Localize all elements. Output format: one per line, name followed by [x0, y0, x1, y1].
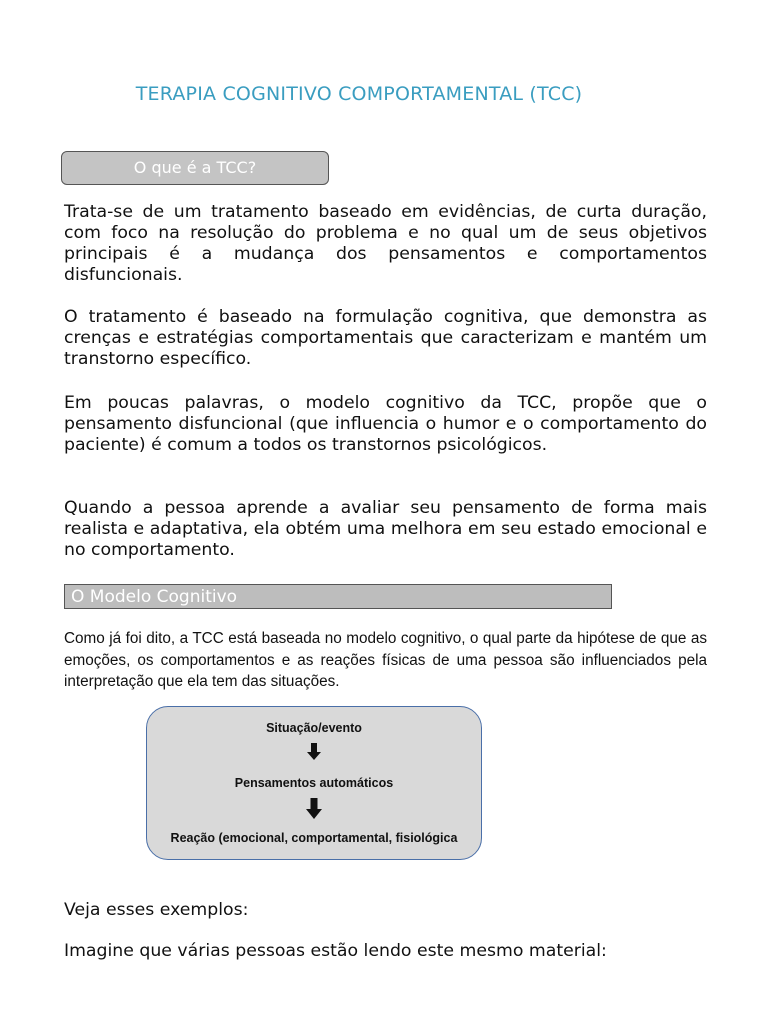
examples-prompt: Imagine que várias pessoas estão lendo este mesmo material:: [64, 941, 607, 961]
cognitive-model-diagram: [146, 706, 482, 860]
paragraph-4: Quando a pessoa aprende a avaliar seu pensamento de forma mais realista e adaptativa, ela obtém uma melhora em seu estado emocional e no comportamento.: [64, 498, 707, 560]
paragraph-3: Em poucas palavras, o modelo cognitivo da TCC, propõe que o pensamento disfuncional (que influencia o humor e o comportamento do paciente) é comum a todos os transtornos psicológicos.: [64, 393, 707, 455]
down-arrow-icon: [306, 798, 322, 820]
section-heading-what-is-tcc: O que é a TCC?: [61, 151, 329, 185]
page-title: TERAPIA COGNITIVO COMPORTAMENTAL (TCC): [135, 83, 583, 105]
down-arrow-icon: [307, 743, 321, 761]
diagram-step-reaction: Reação (emocional, comportamental, fisiológica: [170, 831, 458, 845]
section-heading-cognitive-model: O Modelo Cognitivo: [64, 584, 612, 609]
paragraph-1: Trata-se de um tratamento baseado em evidências, de curta duração, com foco na resolução do problema e no qual um de seus objetivos principais é a mudança dos pensamentos e comportamentos disfuncionais.: [64, 202, 707, 285]
diagram-step-automatic-thoughts: Pensamentos automáticos: [234, 776, 394, 790]
cognitive-model-paragraph: Como já foi dito, a TCC está baseada no modelo cognitivo, o qual parte da hipótese de que as emoções, os comportamentos e as reações físicas de uma pessoa são influenciados pela interpretação que ela tem das situações.: [64, 630, 707, 690]
paragraph-2: O tratamento é baseado na formulação cognitiva, que demonstra as crenças e estratégias comportamentais que caracterizam e mantém um transtorno específico.: [64, 307, 707, 369]
examples-intro: Veja esses exemplos:: [64, 900, 249, 920]
diagram-step-situation: Situação/evento: [266, 721, 362, 735]
